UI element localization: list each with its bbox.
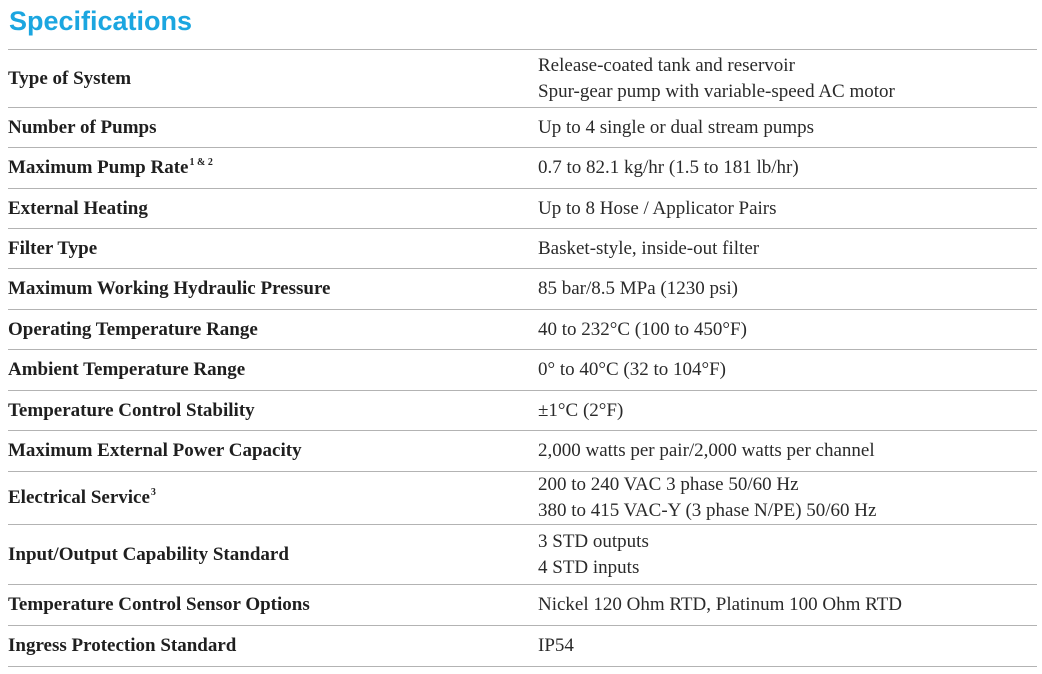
- spec-value-line: 380 to 415 VAC-Y (3 phase N/PE) 50/60 Hz: [538, 500, 877, 521]
- spec-row: [8, 310, 1037, 350]
- spec-value-line: 40 to 232°C (100 to 450°F): [538, 318, 747, 340]
- spec-row: [8, 431, 1037, 472]
- spec-label-text: Temperature Control Stability: [8, 399, 255, 421]
- spec-label-text: Operating Temperature Range: [8, 318, 258, 340]
- page-title: Specifications: [9, 6, 193, 36]
- spec-value: [538, 269, 1037, 310]
- spec-label: [8, 525, 538, 585]
- spec-label: [8, 189, 538, 229]
- spec-label-text: Maximum Pump Rate: [8, 157, 189, 178]
- spec-label-text: Input/Output Capability Standard: [8, 543, 289, 565]
- spec-value-line: 85 bar/8.5 MPa (1230 psi): [538, 278, 739, 299]
- spec-label-text: Electrical Service: [8, 487, 150, 508]
- spec-value-line: Basket-style, inside-out filter: [538, 237, 760, 259]
- spec-value-line: Up to 8 Hose / Applicator Pairs: [538, 197, 777, 219]
- spec-value: [538, 350, 1037, 391]
- spec-value: [538, 148, 1037, 189]
- spec-label: [8, 431, 538, 472]
- spec-value-line: Nickel 120 Ohm RTD, Platinum 100 Ohm RTD: [538, 594, 902, 615]
- spec-value: [538, 50, 1037, 108]
- spec-label: [8, 50, 538, 108]
- spec-value: [538, 391, 1037, 431]
- specifications-table-body: [8, 50, 1037, 667]
- specifications-table: [8, 49, 1037, 667]
- spec-label-text: Ingress Protection Standard: [8, 635, 237, 656]
- footnote-reference: 3: [150, 487, 156, 498]
- spec-label: [8, 148, 538, 189]
- spec-value: [538, 525, 1037, 585]
- spec-label-text: Ambient Temperature Range: [8, 359, 246, 380]
- spec-label-text: Maximum Working Hydraulic Pressure: [8, 278, 331, 299]
- spec-row: [8, 229, 1037, 269]
- spec-value-line: Up to 4 single or dual stream pumps: [538, 116, 814, 138]
- spec-row: [8, 189, 1037, 229]
- spec-value: [538, 431, 1037, 472]
- footnote-reference: 1 & 2: [189, 157, 213, 168]
- spec-label-text: Temperature Control Sensor Options: [8, 594, 310, 615]
- spec-value: [538, 189, 1037, 229]
- spec-label: [8, 585, 538, 626]
- spec-value-line: Release-coated tank and reservoir: [538, 54, 795, 76]
- spec-label: [8, 269, 538, 310]
- spec-label: [8, 626, 538, 667]
- spec-row: [8, 472, 1037, 525]
- spec-row: [8, 350, 1037, 391]
- spec-label: [8, 229, 538, 269]
- spec-label: [8, 310, 538, 350]
- spec-label-text: Type of System: [8, 67, 132, 89]
- spec-value-line: IP54: [538, 635, 574, 656]
- spec-label-text: External Heating: [8, 197, 148, 219]
- spec-value: [538, 310, 1037, 350]
- spec-value: [538, 229, 1037, 269]
- spec-row: [8, 585, 1037, 626]
- spec-row: [8, 50, 1037, 108]
- spec-value-line: 4 STD inputs: [538, 556, 640, 578]
- spec-value-line: 200 to 240 VAC 3 phase 50/60 Hz: [538, 474, 799, 495]
- spec-value-line: 0° to 40°C (32 to 104°F): [538, 359, 726, 380]
- spec-value: [538, 472, 1037, 525]
- spec-row: [8, 108, 1037, 148]
- spec-row: [8, 148, 1037, 189]
- spec-row: [8, 525, 1037, 585]
- spec-label-text: Filter Type: [8, 237, 98, 259]
- spec-label: [8, 350, 538, 391]
- spec-label: [8, 472, 538, 525]
- spec-row: [8, 626, 1037, 667]
- spec-label-text: Number of Pumps: [8, 116, 157, 138]
- spec-row: [8, 391, 1037, 431]
- spec-label: [8, 391, 538, 431]
- spec-value: [538, 108, 1037, 148]
- spec-value-line: 2,000 watts per pair/2,000 watts per channel: [538, 440, 875, 461]
- spec-value: [538, 585, 1037, 626]
- spec-value-line: Spur-gear pump with variable-speed AC motor: [538, 80, 895, 102]
- spec-label-text: Maximum External Power Capacity: [8, 440, 302, 461]
- spec-label: [8, 108, 538, 148]
- spec-value-line: 3 STD outputs: [538, 530, 649, 552]
- spec-value-line: ±1°C (2°F): [538, 399, 624, 421]
- spec-row: [8, 269, 1037, 310]
- spec-value-line: 0.7 to 82.1 kg/hr (1.5 to 181 lb/hr): [538, 157, 799, 178]
- spec-value: [538, 626, 1037, 667]
